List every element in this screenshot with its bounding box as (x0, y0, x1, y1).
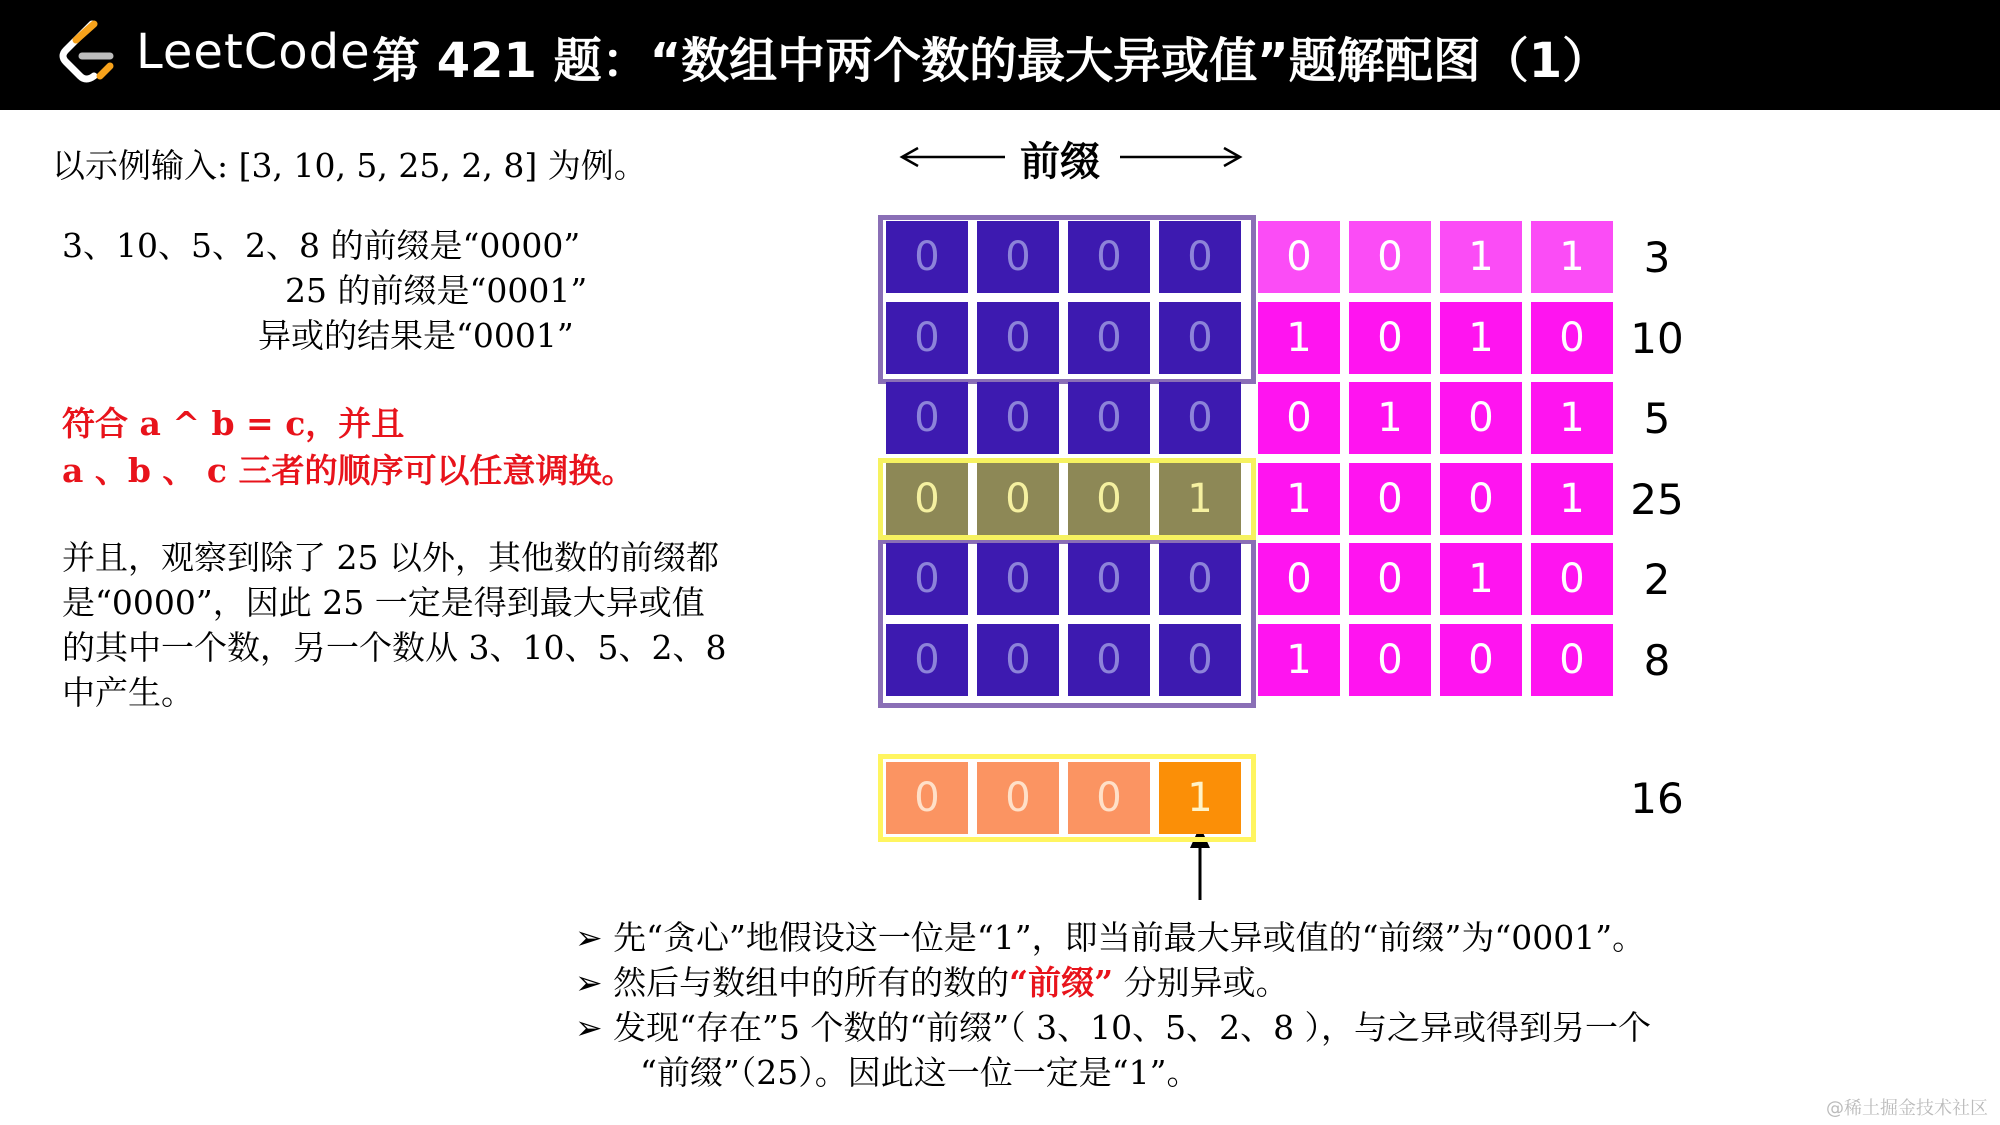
row-value-label: 2 (1643, 555, 1671, 604)
bit-cell: 1 (1440, 221, 1522, 293)
row-value-label: 3 (1643, 233, 1671, 282)
bit-cell: 0 (1531, 543, 1613, 615)
bit-cell: 0 (1531, 302, 1613, 374)
bit-cell: 0 (886, 463, 968, 535)
intro-text: 以示例输入: [3, 10, 5, 25, 2, 8] 为例。 (52, 146, 647, 185)
bit-cell: 1 (1440, 302, 1522, 374)
bit-cell: 0 (886, 302, 968, 374)
summary-line-2: 25 的前缀是“0001” (285, 271, 588, 310)
row-value-label: 8 (1643, 635, 1671, 685)
bit-cell: 0 (1159, 382, 1241, 454)
bullet-2-text-pre: 然后与数组中的所有的数的 (613, 963, 1010, 1002)
row-value-label: 5 (1643, 394, 1671, 443)
bit-cell: 0 (1258, 543, 1340, 615)
bit-cell: 0 (1068, 463, 1150, 535)
bit-cell: 0 (1068, 624, 1150, 696)
result-bit-cell: 0 (1068, 762, 1150, 834)
summary-line-3: 异或的结果是“0001” (258, 316, 574, 355)
observation-line-2: 是“0000”，因此 25 一定是得到最大异或值 (62, 583, 705, 622)
bit-cell: 1 (1258, 302, 1340, 374)
bit-cell: 0 (1440, 624, 1522, 696)
bullet-1: ➢ 先“贪心”地假设这一位是“1”，即当前最大异或值的“前缀”为“0001”。 (575, 918, 1646, 957)
bit-cell: 1 (1531, 382, 1613, 454)
bit-cell: 0 (1258, 382, 1340, 454)
bit-cell: 0 (1440, 382, 1522, 454)
bit-cell: 0 (1258, 221, 1340, 293)
watermark: @稀土掘金技术社区 (1826, 1098, 1988, 1119)
bit-cell: 0 (1349, 221, 1431, 293)
bit-cell: 0 (1349, 463, 1431, 535)
result-bit-cell: 0 (886, 762, 968, 834)
bit-cell: 0 (1440, 463, 1522, 535)
bit-cell: 0 (1159, 221, 1241, 293)
bit-cell: 1 (1531, 221, 1613, 293)
prefix-right-arrow-icon (1120, 148, 1240, 166)
bit-cell: 0 (1068, 221, 1150, 293)
bit-cell: 0 (1349, 543, 1431, 615)
bit-cell: 1 (1258, 624, 1340, 696)
rule-line-2: a 、b 、 c 三者的顺序可以任意调换。 (62, 451, 635, 490)
bit-cell: 0 (1531, 624, 1613, 696)
bit-cell: 0 (1349, 302, 1431, 374)
bit-cell: 0 (977, 624, 1059, 696)
observation-line-4: 中产生。 (62, 673, 194, 712)
bit-cell: 0 (886, 624, 968, 696)
bit-cell: 0 (1159, 624, 1241, 696)
bit-cell: 0 (1159, 543, 1241, 615)
bit-cell: 0 (1068, 302, 1150, 374)
row-value-label: 25 (1630, 474, 1684, 524)
summary-line-1: 3、10、5、2、8 的前缀是“0000” (62, 226, 581, 265)
bullet-2-text-post: 分别异或。 (1123, 963, 1289, 1002)
bullet-3-text: 发现“存在”5 个数的“前缀”（ 3、10、5、2、8 ），与之异或得到另一个 (613, 1008, 1652, 1047)
bit-cell: 0 (977, 302, 1059, 374)
bit-cell: 1 (1440, 543, 1522, 615)
rule-line-1: 符合 a ^ b = c，并且 (62, 404, 405, 443)
result-value-label: 16 (1630, 774, 1684, 823)
observation-line-1: 并且，观察到除了 25 以外，其他数的前缀都 (62, 538, 719, 577)
bit-cell: 0 (977, 382, 1059, 454)
bullet-3: ➢ 发现“存在”5 个数的“前缀”（ 3、10、5、2、8 ），与之异或得到另一个 (575, 1008, 1652, 1047)
bit-cell: 0 (1159, 302, 1241, 374)
bit-cell: 0 (1349, 624, 1431, 696)
result-bit-cell: 0 (977, 762, 1059, 834)
bit-cell: 0 (977, 543, 1059, 615)
bullet-2: ➢ 然后与数组中的所有的数的“前缀” 分别异或。 (575, 963, 1289, 1002)
bit-cell: 0 (886, 543, 968, 615)
bullet-3-continued: “前缀”（25）。因此这一位一定是“1”。 (640, 1053, 1200, 1092)
result-bit-cell: 1 (1159, 762, 1241, 834)
bit-cell: 1 (1349, 382, 1431, 454)
row-value-label: 10 (1630, 313, 1684, 363)
bit-cell: 0 (977, 221, 1059, 293)
bullet-2-highlight: “前缀” (1009, 963, 1114, 1002)
bit-cell: 1 (1258, 463, 1340, 535)
observation-line-3: 的其中一个数，另一个数从 3、10、5、2、8 (62, 628, 727, 667)
bit-cell: 0 (977, 463, 1059, 535)
bit-cell: 0 (1068, 543, 1150, 615)
bit-cell: 0 (886, 221, 968, 293)
bit-cell: 1 (1531, 463, 1613, 535)
bullet-1-text: 先“贪心”地假设这一位是“1”，即当前最大异或值的“前缀”为“0001”。 (613, 918, 1646, 957)
brand-name: LeetCode (136, 24, 371, 80)
bit-cell: 0 (1068, 382, 1150, 454)
prefix-left-arrow-icon (902, 148, 1005, 166)
page-title: 第 421 题：“数组中两个数的最大异或值”题解配图（1） (372, 33, 1611, 89)
prefix-label: 前缀 (1020, 139, 1100, 185)
bit-cell: 0 (886, 382, 968, 454)
bit-cell: 1 (1159, 463, 1241, 535)
